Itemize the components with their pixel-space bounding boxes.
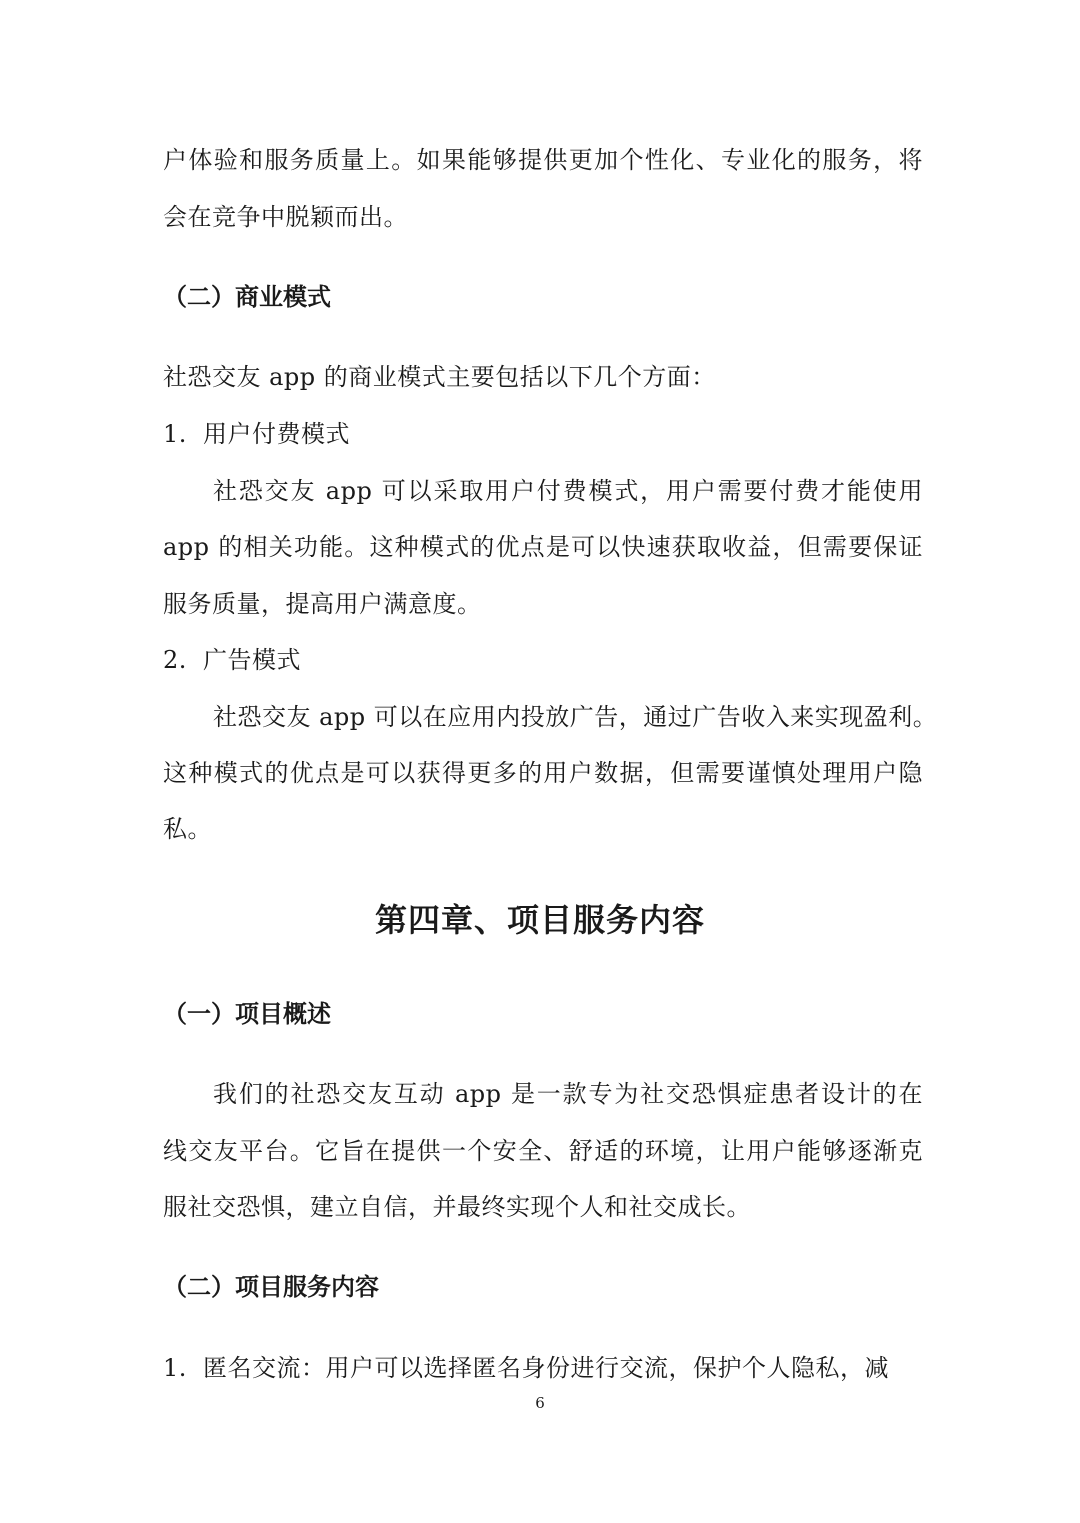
list-number: 1. xyxy=(163,420,187,448)
paragraph-line: 私。 xyxy=(163,815,212,843)
list-item-title xyxy=(163,419,923,449)
paragraph-line: app 的相关功能。这种模式的优点是可以快速获取收益，但需要保证 xyxy=(163,533,923,561)
paragraph-line: 社恐交友 app 可以在应用内投放广告，通过广告收入来实现盈利。 xyxy=(213,703,938,731)
paragraph-line: 这种模式的优点是可以获得更多的用户数据，但需要谨慎处理用户隐 xyxy=(163,759,923,787)
section-heading-services: （二）项目服务内容 xyxy=(163,1273,379,1301)
list-number: 1. xyxy=(163,1354,187,1382)
section-intro: 社恐交友 app 的商业模式主要包括以下几个方面： xyxy=(163,363,716,391)
paragraph-line: 线交友平台。它旨在提供一个安全、舒适的环境，让用户能够逐渐克 xyxy=(163,1137,923,1165)
chapter-title: 第四章、项目服务内容 xyxy=(374,901,705,939)
paragraph-line: 户体验和服务质量上。如果能够提供更加个性化、专业化的服务，将 xyxy=(163,146,923,174)
paragraph-line: 我们的社恐交友互动 app 是一款专为社交恐惧症患者设计的在 xyxy=(213,1080,923,1108)
paragraph-line: 社恐交友 app 可以采取用户付费模式，用户需要付费才能使用 xyxy=(213,477,923,505)
list-item xyxy=(163,1353,915,1383)
paragraph-line: 服社交恐惧，建立自信，并最终实现个人和社交成长。 xyxy=(163,1193,751,1221)
section-heading-overview: （一）项目概述 xyxy=(163,1000,331,1028)
section-heading-business-model: （二）商业模式 xyxy=(163,283,331,311)
page-number: 6 xyxy=(535,1394,545,1412)
list-title: 用户付费模式 xyxy=(203,420,350,448)
list-item-title xyxy=(163,645,923,675)
list-title: 广告模式 xyxy=(203,646,301,674)
paragraph-line: 服务质量，提高用户满意度。 xyxy=(163,590,482,618)
list-text: 匿名交流：用户可以选择匿名身份进行交流，保护个人隐私，减 xyxy=(203,1354,889,1382)
paragraph-line: 会在竞争中脱颖而出。 xyxy=(163,203,408,231)
list-number: 2. xyxy=(163,646,187,674)
